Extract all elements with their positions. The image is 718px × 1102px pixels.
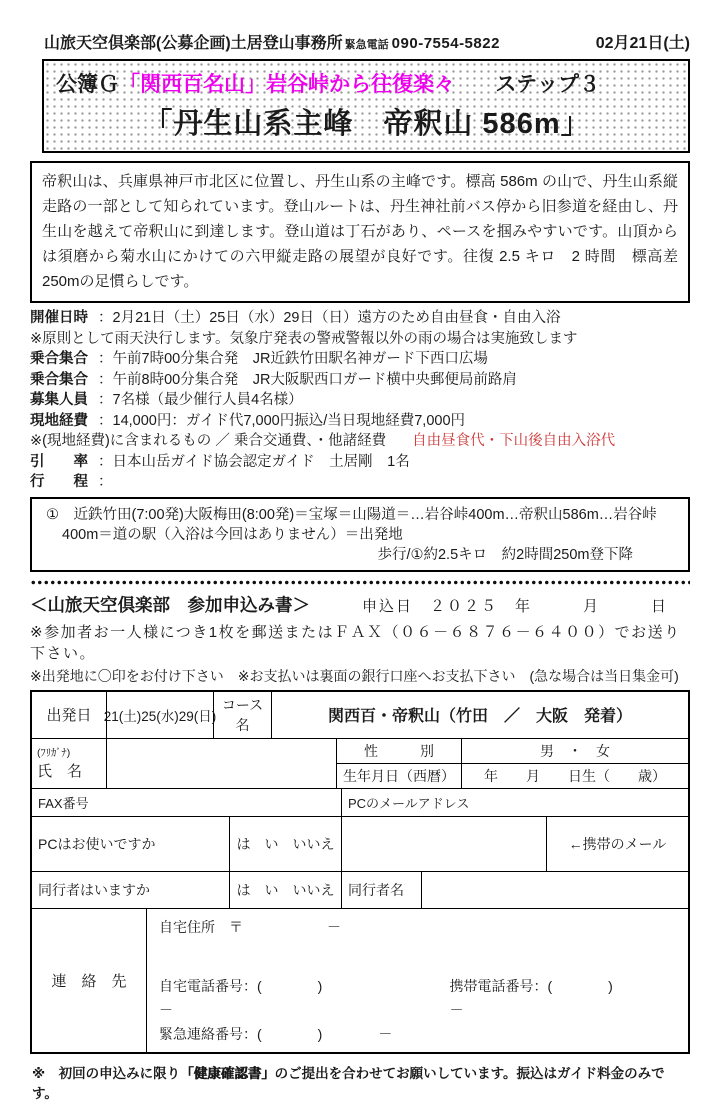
row-departure	[32, 692, 688, 739]
mountain-description: 帝釈山は、兵庫県神戸市北区に位置し、丹生山系の主峰です。標高 586m の山で、丹生山系縦走路の一部として知られています。登山ルートは、丹生神社前バス停から旧参道を経由し、丹生山を越えて帝釈山に到達します。登山道は丁石があり、ペースを掴みやすいです。山頂からは須磨から菊水山にかけての六甲縦走路の展望が良好です。往復 2.5 キロ 2 時間 標高差 250mの足慣らしです。	[30, 161, 690, 303]
footer-note: ※ 初回の申込みに限り「健康確認書」のご提出を合わせてお願いしています。振込はガイド料金のみです。	[32, 1065, 665, 1101]
dotted-divider	[30, 580, 690, 585]
application-header	[30, 592, 690, 617]
event-date: 02月21日(土)	[595, 35, 690, 52]
route-box	[30, 497, 690, 572]
banner-prefix: 公簿Ｇ	[56, 73, 119, 96]
home-phone-field[interactable]: 自宅電話番号：( ) －	[159, 977, 379, 1018]
row-pc-usage	[32, 817, 688, 872]
companion-name-input[interactable]	[422, 872, 688, 909]
detail-guide: 引 率 ：日本山岳ガイド協会認定ガイド 土居剛 1名	[30, 453, 410, 470]
phone-line-2	[159, 1022, 682, 1046]
birthdate-input[interactable]: 年 月 日生（ 歳）	[462, 764, 688, 789]
top-header	[30, 30, 690, 53]
phone-line-1	[159, 974, 682, 1022]
companion-answer-choice[interactable]: は い いいえ	[230, 872, 342, 909]
detail-cost-note: ※(現地経費)に含まれるもの ／ 乗合交通費、・他諸経費 自由昼食代・下山後自由入浴代	[30, 433, 616, 449]
contact-input-area[interactable]	[147, 909, 688, 1052]
application-title: ＜山旅天空倶楽部 参加申込み書＞	[30, 594, 310, 615]
emergency-phone-label: 緊急電話	[344, 39, 389, 51]
companion-name-label: 同行者名	[342, 872, 422, 909]
banner-step: ステップ３	[495, 73, 600, 96]
title-banner	[42, 59, 690, 153]
gender-label: 性 別	[337, 739, 462, 764]
cost-note-red: 自由昼食代・下山後自由入浴代	[412, 433, 616, 449]
detail-rain-note: ※原則として雨天決行します。気象庁発表の警戒警報以外の雨の場合は実施致します	[30, 330, 578, 347]
route-description: ① 近鉄竹田(7:00発)大阪梅田(8:00発)＝宝塚＝山陽道＝…岩谷峠400m…帝釈山586m…岩谷峠400m＝道の駅（入浴は今回はありません）＝出発地	[46, 506, 657, 543]
row-name	[32, 739, 688, 789]
emergency-phone-number: 090-7554-5822	[391, 35, 500, 52]
phone-fields	[159, 974, 682, 1046]
row-birthdate	[337, 764, 688, 789]
course-name-value: 関西百・帝釈山（竹田 ／ 大阪 発着）	[272, 692, 688, 739]
pc-usage-answer-choice[interactable]: は い いいえ	[230, 817, 342, 872]
detail-capacity: 募集人員 ：7名様（最少催行人員4名様）	[30, 392, 303, 408]
home-address-field[interactable]: 自宅住所 〒 －	[159, 918, 341, 935]
furigana-label: (ﾌﾘｶﾞﾅ)	[37, 747, 71, 759]
mail-input-area[interactable]	[342, 817, 547, 872]
detail-itinerary-label: 行 程 ：	[30, 474, 113, 490]
fax-number-field[interactable]: FAX番号	[32, 789, 342, 817]
row-companion	[32, 872, 688, 909]
application-form-table	[30, 690, 690, 1054]
row-contact	[32, 909, 688, 1052]
detail-meeting-1: 乗合集合 ：午前7時00分集合発 JR近鉄竹田駅名神ガード下西口広場	[30, 351, 488, 367]
contact-label: 連 絡 先	[32, 909, 147, 1052]
row-gender	[337, 739, 688, 764]
gender-birth-block	[337, 739, 688, 789]
companion-question: 同行者はいますか	[32, 872, 230, 909]
detail-meeting-2: 乗合集合 ：午前8時00分集合発 JR大阪駅西口ガード横中央郵便局前路肩	[30, 371, 517, 388]
emergency-contact-field[interactable]: 緊急連絡番号：( ) －	[159, 1025, 393, 1042]
banner-subtitle-line	[56, 68, 678, 98]
pc-usage-question: PCはお使いですか	[32, 817, 230, 872]
departure-date-choices[interactable]: 21(土)25(水)29(日)	[107, 692, 214, 739]
detail-cost: 現地経費 ：14,000円：ガイド代7,000円振込/当日現地経費7,000円	[30, 412, 466, 429]
name-input-area[interactable]	[107, 739, 337, 789]
event-details	[30, 308, 690, 493]
detail-schedule: 開催日時 ：2月21日（土）25日（水）29日（日）遠方のため自由昼食・自由入浴	[30, 310, 561, 326]
row-fax-mail	[32, 789, 688, 817]
main-title: 「丹生山系主峰 帝釈山 586m」	[143, 108, 591, 140]
banner-highlight: 「関西百名山」岩谷峠から往復楽々	[119, 73, 455, 96]
mobile-mail-note: ←携帯のメール	[547, 817, 688, 872]
name-label: (ﾌﾘｶﾞﾅ) 氏 名	[32, 739, 107, 789]
application-fax-note: ※参加者お一人様につき1枚を郵送またはＦＡＸ（０６－６８７６－６４００）でお送り下さい。	[30, 623, 681, 662]
departure-label: 出発日	[32, 692, 107, 739]
course-name-label: コース名	[214, 692, 272, 739]
mobile-phone-field[interactable]: 携帯電話番号：( ) －	[449, 977, 669, 1018]
route-walk-summary: 歩行/①約2.5キロ 約2時間250m登下降	[377, 546, 633, 563]
pc-mail-field[interactable]: PCのメールアドレス	[342, 789, 688, 817]
gender-choice[interactable]: 男 ・ 女	[462, 739, 688, 764]
health-check-doc-name: 「健康確認書」	[180, 1065, 275, 1081]
application-payment-note: ※出発地に〇印をお付け下さい ※お支払いは裏面の銀行口座へお支払下さい (急な場合は当日集金可)	[30, 667, 679, 684]
application-date-line[interactable]: 申込日 ２０２５ 年 月 日	[361, 597, 668, 615]
office-name: 山旅天空倶楽部(公募企画)土居登山事務所	[44, 35, 343, 52]
birthdate-label: 生年月日（西暦）	[337, 764, 462, 789]
